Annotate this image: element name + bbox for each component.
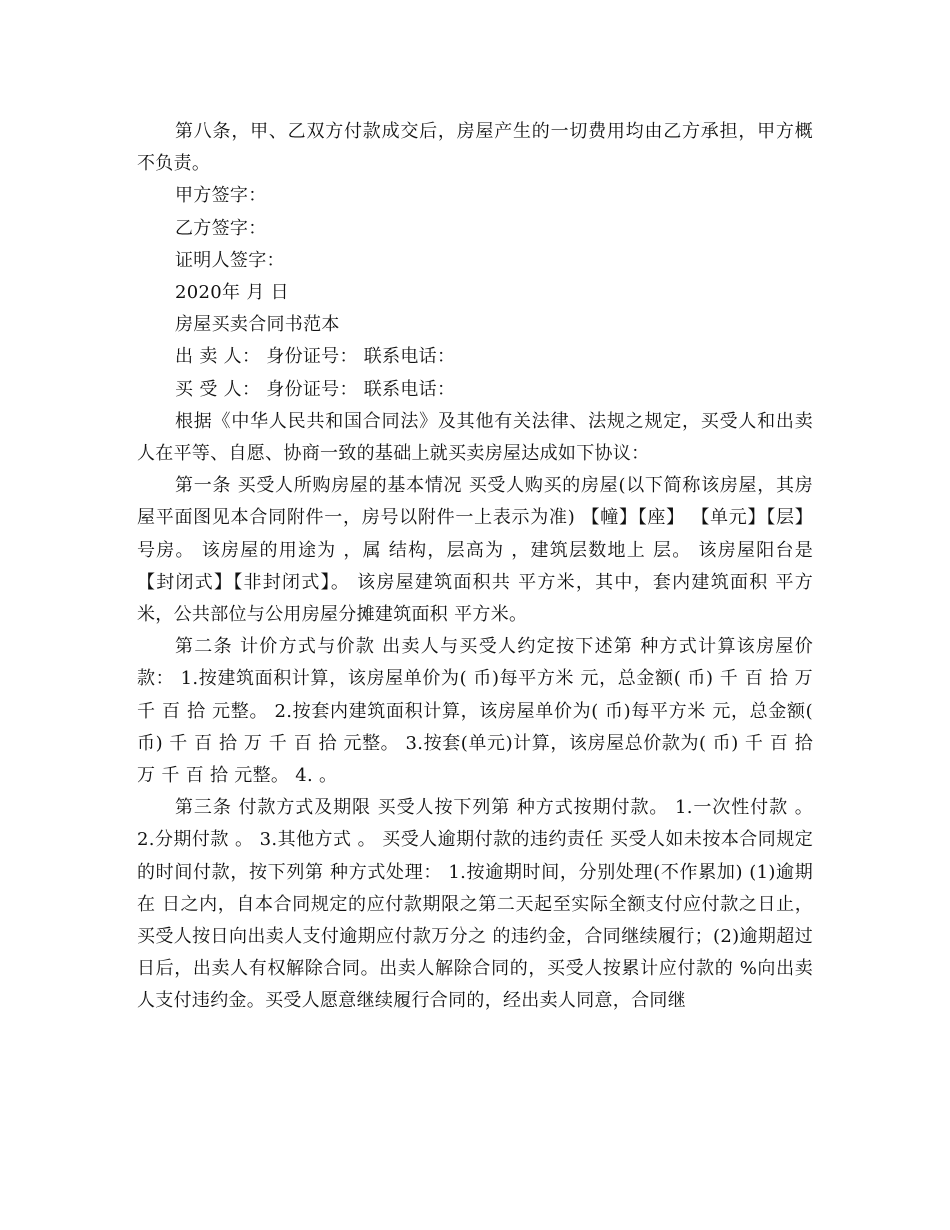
witness-signature-line: 证明人签字： (175, 249, 285, 271)
paragraph-article-3: 第三条 付款方式及期限 买受人按下列第 种方式按期付款。 1.一次性付款 。 2.分期付款 。 3.其他方式 。 买受人逾期付款的违约责任 买受人如未按本合同规定的时间付款，按下列第 种方式处理： 1.按逾期时间，分别处理(不作累加) (1)逾期在 日之内，自本合同规定的应付款期限之第二天起至实际全额支付应付款之日止，买受人按日向出卖人支付逾期应付款万分之 的违约金，合同继续履行；(2)逾期超过 日后，出卖人有权解除合同。出卖人解除合同的，买受人按累计应付款的 %向出卖人支付违约金。买受人愿意继续履行合同的，经出卖人同意，合同继 (137, 797, 813, 1012)
paragraph-preamble: 根据《中华人民共和国合同法》及其他有关法律、法规之规定，买受人和出卖人在平等、自愿、协商一致的基础上就买卖房屋达成如下协议： (137, 410, 813, 465)
buyer-info-line: 买 受 人： 身份证号： 联系电话： (175, 378, 456, 400)
paragraph-article-2: 第二条 计价方式与价款 出卖人与买受人约定按下述第 种方式计算该房屋价款： 1.按建筑面积计算，该房屋单价为( 币)每平方米 元，总金额( 币) 千 百 拾 万 千 百 拾 元整。 2.按套内建筑面积计算，该房屋单价为( 币)每平方米 元，总金额( 币) 千 百 拾 万 千 百 拾 元整。 3.按套(单元)计算，该房屋总价款为( 币) 千 百 拾 万 千 百 拾 元整。 4. 。 (137, 636, 813, 787)
party-a-signature-line: 甲方签字： (175, 185, 267, 207)
paragraph-article-8: 第八条，甲、乙双方付款成交后，房屋产生的一切费用均由乙方承担，甲方概不负责。 (137, 121, 813, 175)
paragraph-article-1: 第一条 买受人所购房屋的基本情况 买受人购买的房屋(以下简称该房屋，其房屋平面图见本合同附件一，房号以附件一上表示为准) 【幢】【座】 【单元】【层】 号房。 该房屋的用途为 ，属 结构，层高为 ，建筑层数地上 层。 该房屋阳台是【封闭式】【非封闭式】。 该房屋建筑面积共 平方米，其中，套内建筑面积 平方米，公共部位与公用房屋分摊建筑面积 平方米。 (137, 475, 813, 626)
party-b-signature-line: 乙方签字： (175, 217, 267, 239)
date-line: 2020年 月 日 (175, 282, 289, 304)
contract-title: 房屋买卖合同书范本 (175, 314, 340, 336)
document-body (137, 116, 813, 1018)
seller-info-line: 出 卖 人： 身份证号： 联系电话： (175, 346, 456, 368)
